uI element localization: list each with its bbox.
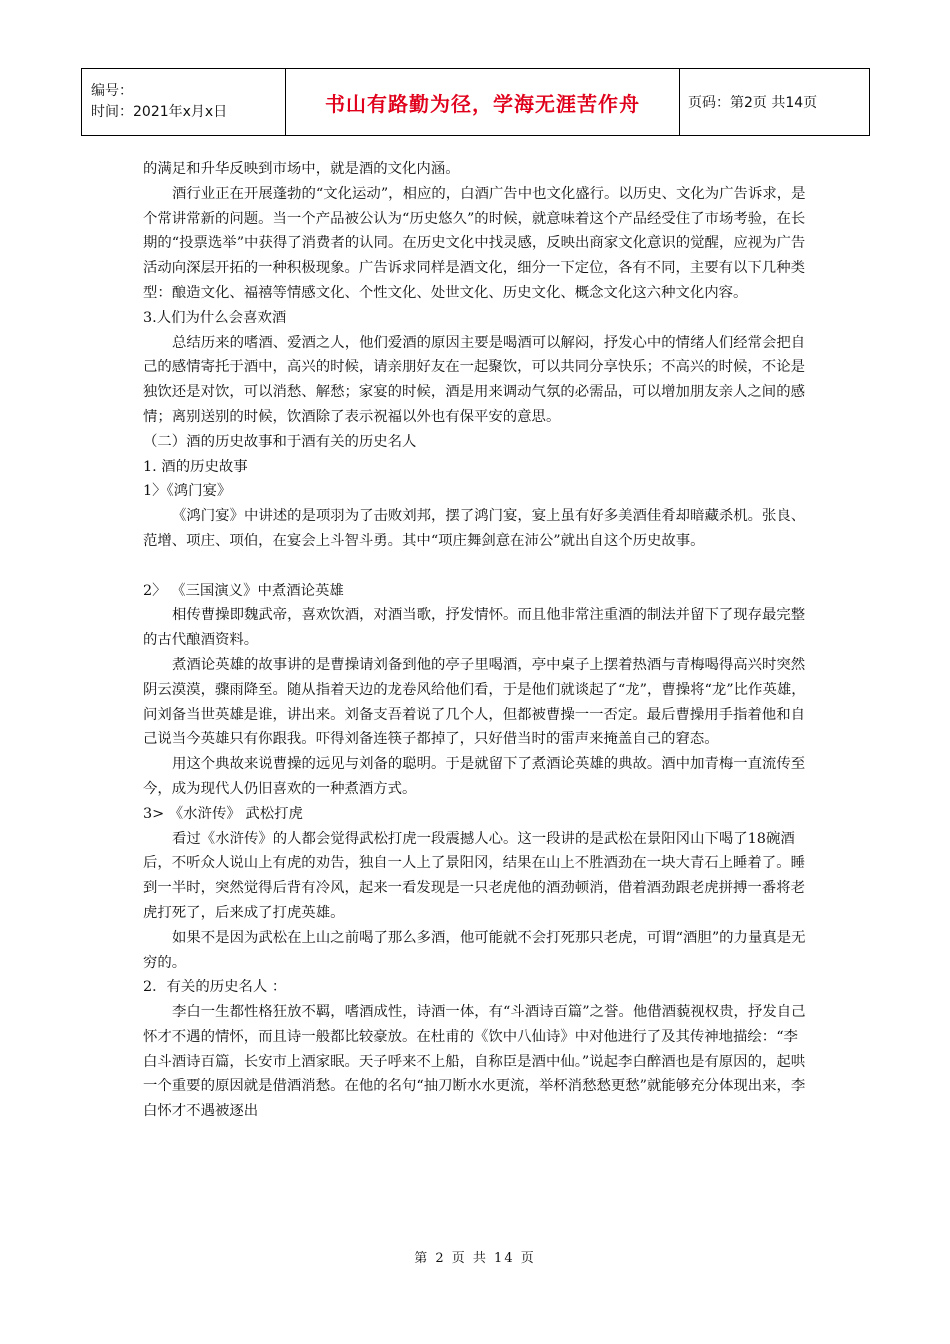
paragraph: 3.人们为什么会喜欢酒	[143, 309, 287, 326]
paragraph: 3> 《水浒传》 武松打虎	[143, 805, 303, 822]
paragraph: （二）酒的历史故事和于酒有关的历史名人	[143, 433, 417, 450]
paragraph: 1〉《鸿门宴》	[143, 483, 232, 500]
header-page-info: 页码：第2页 共14页	[680, 69, 870, 136]
paragraph: 的满足和升华反映到市场中，就是酒的文化内涵。	[143, 161, 460, 177]
paragraph: 酒行业正在开展蓬勃的“文化运动”，相应的，白酒广告中也文化盛行。以历史、文化为广告诉求，是个常讲常新的问题。当一个产品被公认为“历史悠久”的时候，就意味着这个产品经受住了市场考验，在长期的“投票选举”中获得了消费者的认同。在历史文化中找灵感，反映出商家文化意识的觉醒，应视为广告活动向深层开拓的一种积极现象。广告诉求同样是酒文化，细分一下定位，各有不同，主要有以下几种类型：酿造文化、福禧等情感文化、个性文化、处世文化、历史文化、概念文化这六种文化内容。	[143, 185, 806, 301]
paragraph: 相传曹操即魏武帝，喜欢饮酒，对酒当歌，抒发情怀。而且他非常注重酒的制法并留下了现存最完整的古代酿酒资料。	[143, 607, 806, 649]
page-footer: 第 2 页 共 14 页	[414, 1251, 536, 1266]
paragraph: 2．有关的历史名人 ：	[143, 979, 287, 996]
blank-line	[143, 554, 807, 579]
paragraph: 李白一生都性格狂放不羁，嗜酒成性，诗酒一体，有“斗酒诗百篇”之誉。他借酒藐视权贵，抒发自己怀才不遇的情怀，而且诗一般都比较豪放。在杜甫的《饮中八仙诗》中对他进行了及其传神地描绘：“李白斗酒诗百篇，长安市上酒家眠。天子呼来不上船，自称臣是酒中仙。”说起李白醉酒也是有原因的，起哄一个重要的原因就是借酒消愁。在他的名句“抽刀断水水更流，举杯消愁愁更愁”就能够充分体现出来，李白怀才不遇被逐出	[143, 1004, 806, 1120]
paragraph: 如果不是因为武松在上山之前喝了那么多酒，他可能就不会打死那只老虎，可谓“酒胆”的力量真是无穷的。	[143, 929, 806, 971]
paragraph: 总结历来的嗜酒、爱酒之人，他们爱酒的原因主要是喝酒可以解闷，抒发心中的情绪人们经常会把自己的感情寄托于酒中，高兴的时候，请亲朋好友在一起聚饮，可以共同分享快乐；不高兴的时候，不论是独饮还是对饮，可以消愁、解愁；家宴的时候，酒是用来调动气氛的必需品，可以增加朋友亲人之间的感情；离别送别的时候，饮酒除了表示祝福以外也有保平安的意思。	[143, 334, 806, 425]
paragraph: 煮酒论英雄的故事讲的是曹操请刘备到他的亭子里喝酒，亭中桌子上摆着热酒与青梅喝得高兴时突然阴云漠漠，骤雨降至。随从指着天边的龙卷风给他们看，于是他们就谈起了“龙”，曹操将“龙”比作英雄，问刘备当世英雄是谁，讲出来。刘备支吾着说了几个人，但都被曹操一一否定。最后曹操用手指着他和自己说当今英雄只有你跟我。吓得刘备连筷子都掉了，只好借当时的雷声来掩盖自己的窘态。	[143, 656, 806, 748]
time-label: 时间：2021年x月x日	[91, 104, 228, 120]
header-meta	[82, 69, 286, 136]
paragraph: 《鸿门宴》中讲述的是项羽为了击败刘邦，摆了鸿门宴，宴上虽有好多美酒佳肴却暗藏杀机。张良、范增、项庄、项伯，在宴会上斗智斗勇。其中“项庄舞剑意在沛公”就出自这个历史故事。	[143, 508, 806, 549]
paragraph: 1. 酒的历史故事	[143, 458, 248, 475]
document-body	[143, 157, 807, 1124]
paragraph: 2〉 《三国演义》中煮酒论英雄	[143, 582, 344, 599]
header-motto: 书山有路勤为径，学海无涯苦作舟	[286, 69, 680, 136]
code-label: 编号：	[91, 83, 133, 99]
paragraph: 用这个典故来说曹操的远见与刘备的聪明。于是就留下了煮酒论英雄的典故。酒中加青梅一直流传至今，成为现代人仍旧喜欢的一种煮酒方式。	[143, 756, 806, 797]
header-table	[81, 68, 870, 136]
paragraph: 看过《水浒传》的人都会觉得武松打虎一段震撼人心。这一段讲的是武松在景阳冈山下喝了18碗酒后，不听众人说山上有虎的劝告，独自一人上了景阳冈，结果在山上不胜酒劲在一块大青石上睡着了。睡到一半时，突然觉得后背有冷风，起来一看发现是一只老虎他的酒劲顿消，借着酒劲跟老虎拼搏一番将老虎打死了，后来成了打虎英雄。	[143, 830, 805, 921]
